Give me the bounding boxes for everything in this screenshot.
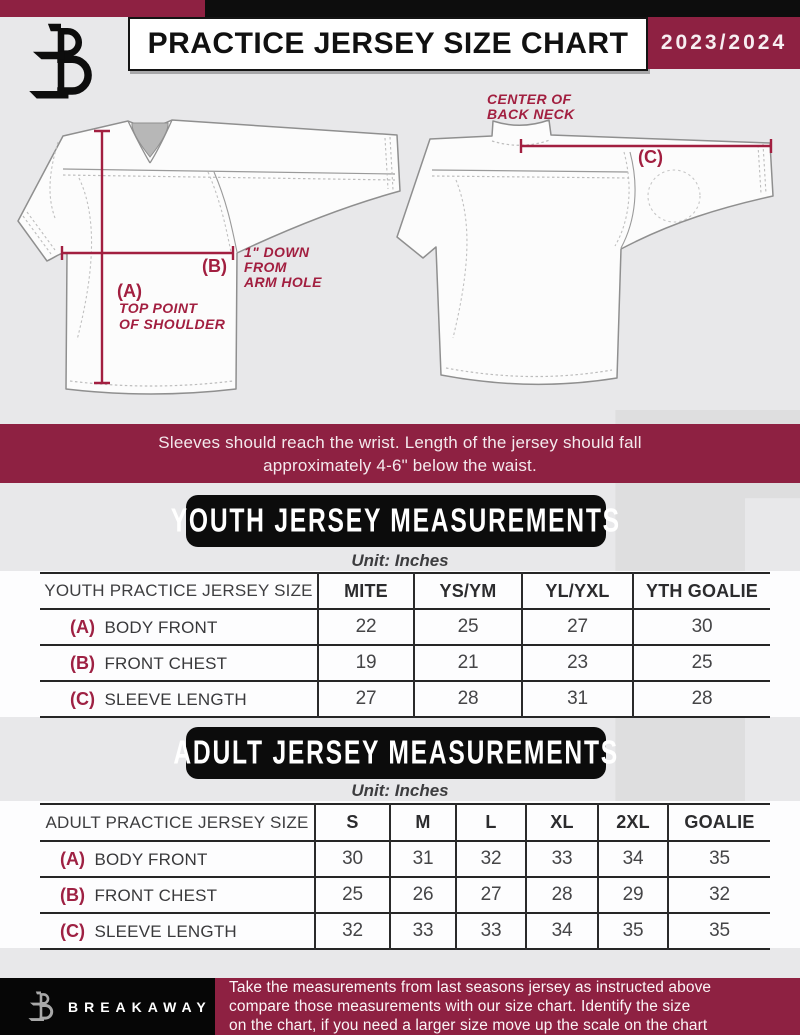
- row-key: (C): [60, 920, 85, 941]
- page-title: PRACTICE JERSEY SIZE CHART: [147, 27, 629, 60]
- adult-size-table: [40, 803, 770, 950]
- cell: 34: [598, 841, 668, 877]
- row-label: BODY FRONT: [104, 617, 218, 637]
- footer-line2: compare those measurements with our size chart. Identify the size: [229, 998, 691, 1015]
- youth-col-goalie: YTH GOALIE: [633, 573, 770, 609]
- cell: 22: [318, 609, 414, 645]
- table-row: [40, 913, 770, 949]
- season-label: 2023/2024: [660, 31, 788, 54]
- banner-line1: Sleeves should reach the wrist. Length of the jersey should fall: [158, 432, 642, 452]
- youth-unit-label: Unit: Inches: [351, 551, 449, 570]
- label-a: (A): [117, 281, 142, 301]
- cell: 30: [315, 841, 390, 877]
- youth-section-title: YOUTH JERSEY MEASUREMENTS: [170, 502, 622, 539]
- cell: 32: [456, 841, 526, 877]
- row-key: (A): [60, 848, 85, 869]
- note-b-line1: 1" DOWN: [244, 244, 310, 260]
- note-c-line2: BACK NECK: [487, 106, 575, 122]
- footer-instructions: [215, 978, 800, 1035]
- table-row: [40, 877, 770, 913]
- label-b: (B): [202, 256, 227, 276]
- cell: 26: [390, 877, 456, 913]
- footer-line1: Take the measurements from last seasons jersey as instructed above: [229, 979, 712, 996]
- cell: 28: [633, 681, 770, 717]
- table-row: [40, 681, 770, 717]
- cell: 25: [315, 877, 390, 913]
- adult-col-xl: XL: [526, 804, 598, 841]
- jersey-diagrams: [0, 0, 800, 424]
- adult-col-2xl: 2XL: [598, 804, 668, 841]
- table-row: [40, 645, 770, 681]
- banner-line2: approximately 4-6" below the waist.: [263, 455, 537, 475]
- row-key: (B): [70, 652, 95, 673]
- cell: 23: [522, 645, 633, 681]
- adult-col-l: L: [456, 804, 526, 841]
- row-key: (A): [70, 616, 95, 637]
- adult-col-s: S: [315, 804, 390, 841]
- adult-col-goalie: GOALIE: [668, 804, 770, 841]
- cell: 30: [633, 609, 770, 645]
- cell: 35: [668, 841, 770, 877]
- adult-col-m: M: [390, 804, 456, 841]
- adult-section-header: [173, 727, 619, 779]
- row-label: FRONT CHEST: [94, 885, 218, 905]
- cell: 28: [526, 877, 598, 913]
- youth-col-mite: MITE: [318, 573, 414, 609]
- youth-col-size: YOUTH PRACTICE JERSEY SIZE: [44, 581, 313, 600]
- adult-col-size: ADULT PRACTICE JERSEY SIZE: [45, 812, 309, 832]
- row-label: SLEEVE LENGTH: [104, 689, 247, 709]
- table-row: [40, 841, 770, 877]
- note-b-line3: ARM HOLE: [244, 274, 322, 290]
- cell: 21: [414, 645, 522, 681]
- youth-col-ysym: YS/YM: [414, 573, 522, 609]
- note-c-line1: CENTER OF: [487, 91, 572, 107]
- adult-unit-label: Unit: Inches: [351, 781, 449, 800]
- cell: 25: [414, 609, 522, 645]
- footer-brand-block: [0, 978, 215, 1035]
- row-key: (B): [60, 884, 85, 905]
- cell: 27: [522, 609, 633, 645]
- note-a-line1: TOP POINT: [119, 300, 198, 316]
- row-label: SLEEVE LENGTH: [94, 921, 237, 941]
- row-key: (C): [70, 688, 95, 709]
- table-row: [40, 609, 770, 645]
- breakaway-b-logo-icon-footer: [26, 990, 56, 1024]
- cell: 33: [390, 913, 456, 949]
- adult-section-title: ADULT JERSEY MEASUREMENTS: [173, 734, 619, 771]
- row-label: BODY FRONT: [94, 849, 208, 869]
- back-jersey-diagram: [397, 120, 773, 384]
- cell: 33: [526, 841, 598, 877]
- cell: 29: [598, 877, 668, 913]
- cell: 28: [414, 681, 522, 717]
- fit-instruction-banner: [0, 424, 800, 483]
- note-a-line2: OF SHOULDER: [119, 316, 226, 332]
- cell: 27: [318, 681, 414, 717]
- cell: 31: [390, 841, 456, 877]
- youth-col-ylyxl: YL/YXL: [522, 573, 633, 609]
- youth-size-table: [40, 572, 770, 718]
- cell: 35: [668, 913, 770, 949]
- cell: 35: [598, 913, 668, 949]
- cell: 25: [633, 645, 770, 681]
- cell: 32: [315, 913, 390, 949]
- cell: 34: [526, 913, 598, 949]
- cell: 27: [456, 877, 526, 913]
- note-b-line2: FROM: [244, 259, 287, 275]
- label-c: (C): [638, 147, 663, 167]
- adult-header-row: [40, 804, 770, 841]
- brand-name: BREAKAWAY: [68, 998, 212, 1015]
- youth-section-header: [170, 495, 622, 547]
- cell: 32: [668, 877, 770, 913]
- youth-header-row: [40, 573, 770, 609]
- cell: 33: [456, 913, 526, 949]
- footer-line3: on the chart, if you need a larger size move up the scale on the chart: [229, 1017, 708, 1034]
- cell: 31: [522, 681, 633, 717]
- cell: 19: [318, 645, 414, 681]
- row-label: FRONT CHEST: [104, 653, 228, 673]
